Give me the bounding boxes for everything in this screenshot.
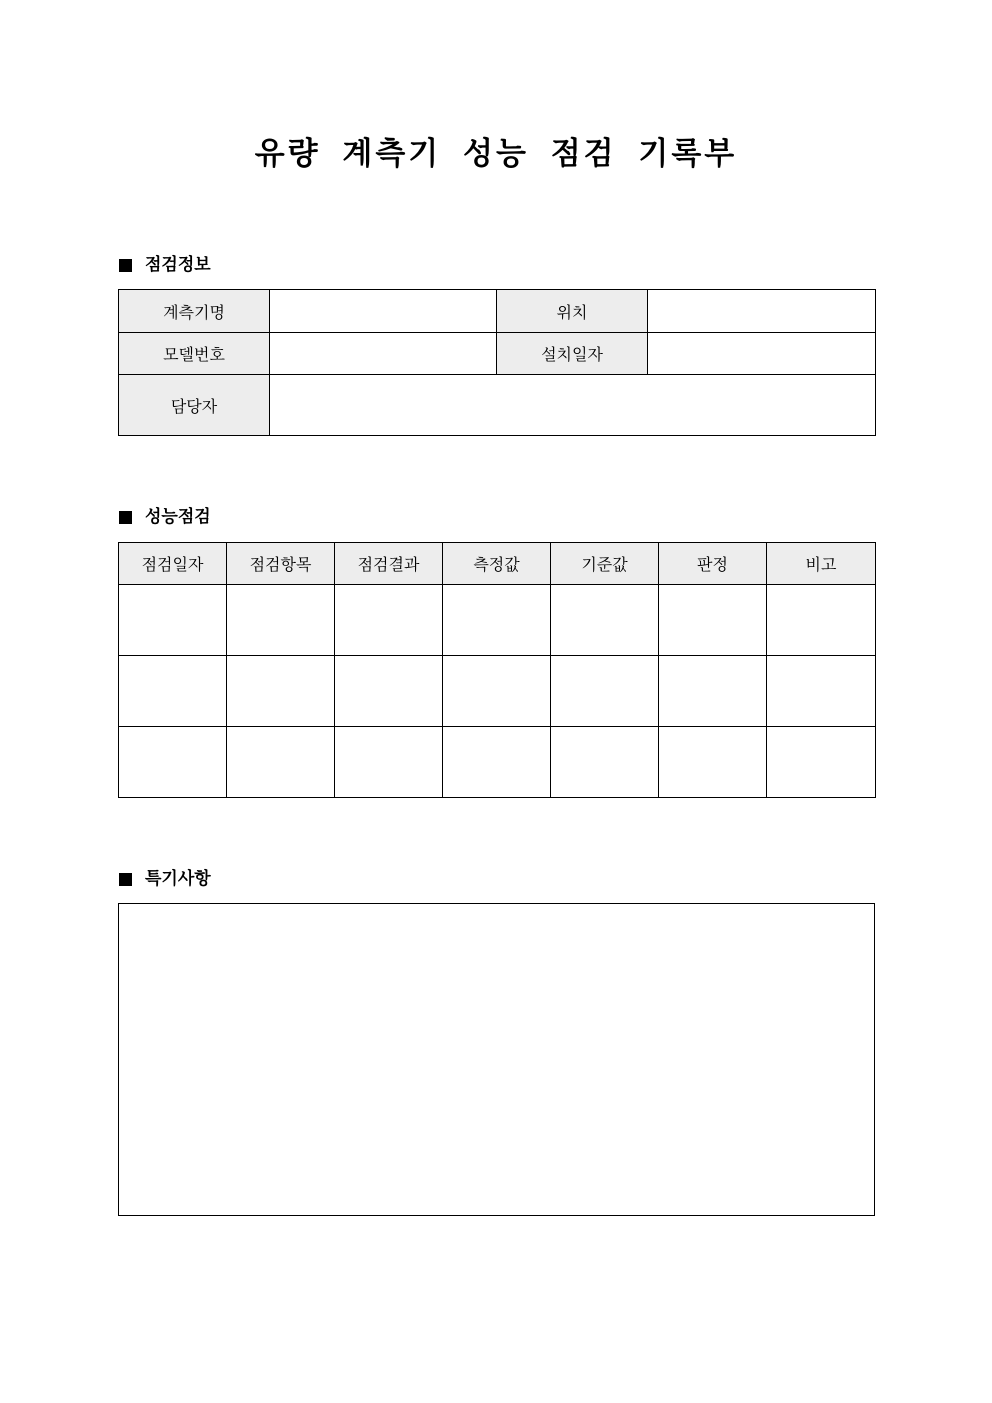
model-number-field[interactable] [270,333,497,375]
table-cell[interactable] [227,656,335,727]
section-heading-info [119,253,211,277]
table-cell[interactable] [335,585,443,656]
table-cell[interactable] [767,727,876,798]
model-number-label: 모델번호 [119,333,270,375]
table-cell[interactable] [659,585,767,656]
table-cell[interactable] [119,727,227,798]
table-cell[interactable] [443,727,551,798]
square-bullet-icon [119,259,132,272]
table-cell[interactable] [767,585,876,656]
install-date-field[interactable] [648,333,876,375]
column-header-measured-value: 측정값 [443,543,551,585]
column-header-remarks: 비고 [767,543,876,585]
section-heading-label: 특기사항 [145,869,211,889]
section-heading-remarks [119,867,211,891]
performance-header-row [119,543,876,585]
square-bullet-icon [119,511,132,524]
info-row [119,333,876,375]
section-heading-performance [119,505,211,529]
performance-table [118,542,876,798]
remarks-box[interactable] [118,903,875,1216]
document-title: 유량 계측기 성능 점검 기록부 [254,136,738,172]
instrument-name-field[interactable] [270,290,497,333]
table-cell[interactable] [335,727,443,798]
table-cell[interactable] [767,656,876,727]
square-bullet-icon [119,873,132,886]
column-header-reference-value: 기준값 [551,543,659,585]
location-label: 위치 [497,290,648,333]
table-cell[interactable] [659,727,767,798]
column-header-check-result: 점검결과 [335,543,443,585]
table-cell[interactable] [551,585,659,656]
info-table [118,289,876,436]
table-row [119,727,876,798]
table-cell[interactable] [443,585,551,656]
instrument-name-label: 계측기명 [119,290,270,333]
table-cell[interactable] [551,656,659,727]
table-cell[interactable] [227,585,335,656]
table-row [119,585,876,656]
table-cell[interactable] [659,656,767,727]
table-row [119,656,876,727]
table-cell[interactable] [443,656,551,727]
section-heading-label: 성능점검 [145,507,211,527]
location-field[interactable] [648,290,876,333]
manager-field[interactable] [270,375,876,436]
manager-label: 담당자 [119,375,270,436]
column-header-judgment: 판정 [659,543,767,585]
table-cell[interactable] [551,727,659,798]
info-row [119,290,876,333]
column-header-check-item: 점검항목 [227,543,335,585]
table-cell[interactable] [119,585,227,656]
table-cell[interactable] [227,727,335,798]
section-heading-label: 점검정보 [145,255,211,275]
column-header-check-date: 점검일자 [119,543,227,585]
info-row [119,375,876,436]
install-date-label: 설치일자 [497,333,648,375]
table-cell[interactable] [335,656,443,727]
table-cell[interactable] [119,656,227,727]
